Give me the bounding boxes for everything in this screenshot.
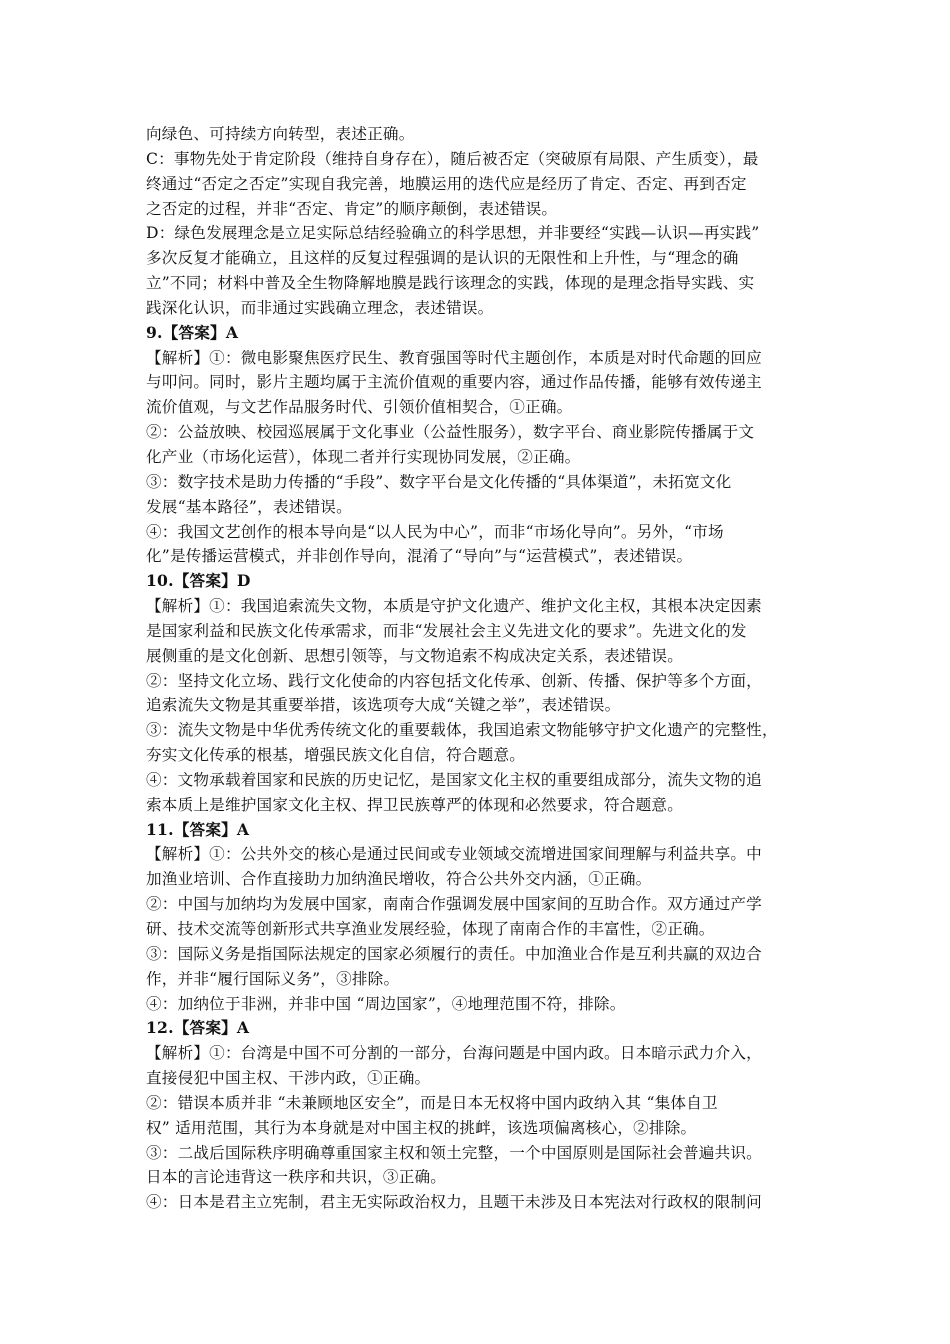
text-line: ④：文物承载着国家和民族的历史记忆，是国家文化主权的重要组成部分，流失文物的追 — [146, 770, 762, 789]
text-line: 【解析】①：台湾是中国不可分割的一部分，台海问题是中国内政。日本暗示武力介入， — [146, 1044, 762, 1063]
text-line: C：事物先处于肯定阶段（维持自身存在），随后被否定（突破原有局限、产生质变），最 — [146, 149, 759, 168]
text-line: 作，并非“履行国际义务”，③排除。 — [146, 969, 400, 988]
text-line: 索本质上是维护国家文化主权、捍卫民族尊严的体现和必然要求，符合题意。 — [146, 795, 683, 814]
text-line: ③：二战后国际秩序明确尊重国家主权和领土完整，一个中国原则是国际社会普遍共识。 — [146, 1143, 762, 1162]
text-line: 发展“基本路径”，表述错误。 — [146, 497, 352, 516]
text-line: ④：日本是君主立宪制，君主无实际政治权力，且题干未涉及日本宪法对行政权的限制问 — [146, 1193, 762, 1212]
text-line: 践深化认识，而非通过实践确立理念，表述错误。 — [146, 298, 494, 317]
text-line: 追索流失文物是其重要举措，该选项夸大成“关键之举”，表述错误。 — [146, 696, 621, 715]
document-page — [146, 122, 822, 1215]
text-line: ②：公益放映、校园巡展属于文化事业（公益性服务），数字平台、商业影院传播属于文 — [146, 423, 755, 442]
text-line: 多次反复才能确立，且这样的反复过程强调的是认识的无限性和上升性，与“理念的确 — [146, 249, 739, 268]
text-line: ②：错误本质并非 “未兼顾地区安全”，而是日本无权将中国内政纳入其 “集体自卫 — [146, 1093, 718, 1112]
text-line: 化”是传播运营模式，并非创作导向，混淆了“导向”与“运营模式”，表述错误。 — [146, 547, 693, 566]
text-line: 研、技术交流等创新形式共享渔业发展经验，体现了南南合作的丰富性，②正确。 — [146, 920, 715, 938]
text-line: ③：数字技术是助力传播的“手段”、数字平台是文化传播的“具体渠道”，未拓宽文化 — [146, 472, 732, 491]
text-line: 之否定的过程，并非“否定、肯定”的顺序颠倒，表述错误。 — [146, 199, 558, 218]
text-line: 立”不同；材料中普及全生物降解地膜是践行该理念的实践，体现的是理念指导实践、实 — [146, 274, 755, 293]
answer-heading: 9.【答案】A — [146, 322, 239, 342]
text-line: 与叩问。同时，影片主题均属于主流价值观的重要内容，通过作品传播，能够有效传递主 — [146, 373, 762, 392]
text-line: ③：国际义务是指国际法规定的国家必须履行的责任。中加渔业合作是互利共赢的双边合 — [146, 944, 762, 963]
text-line: 向绿色、可持续方向转型，表述正确。 — [146, 125, 415, 143]
text-line: ③：流失文物是中华优秀传统文化的重要载体，我国追索文物能够守护文化遗产的完整性， — [146, 721, 778, 740]
text-line: ④：我国文艺创作的根本导向是“以人民为中心”，而非“市场化导向”。另外，“市场 — [146, 522, 724, 541]
text-line: ②：中国与加纳均为发展中国家，南南合作强调发展中国家间的互助合作。双方通过产学 — [146, 895, 762, 914]
answer-heading: 10.【答案】D — [146, 571, 251, 591]
text-line: 是国家利益和民族文化传承需求，而非“发展社会主义先进文化的要求”。先进文化的发 — [146, 621, 747, 640]
text-line: 展侧重的是文化创新、思想引领等，与文物追索不构成决定关系，表述错误。 — [146, 646, 683, 665]
answer-heading: 12.【答案】A — [146, 1018, 250, 1038]
text-line: 流价值观，与文艺作品服务时代、引领价值相契合，①正确。 — [146, 398, 573, 417]
text-line: ②：坚持文化立场、践行文化使命的内容包括文化传承、创新、传播、保护等多个方面， — [146, 671, 762, 690]
text-line: 【解析】①：我国追索流失文物，本质是守护文化遗产、维护文化主权，其根本决定因素 — [146, 597, 762, 616]
answer-heading: 11.【答案】A — [146, 819, 250, 839]
text-line: 夯实文化传承的根基，增强民族文化自信，符合题意。 — [146, 746, 526, 765]
text-line: 终通过“否定之否定”实现自我完善，地膜运用的迭代应是经历了肯定、否定、再到否定 — [146, 174, 747, 193]
text-line: 化产业（市场化运营），体现二者并行实现协同发展，②正确。 — [146, 447, 581, 466]
text-line: 【解析】①：公共外交的核心是通过民间或专业领域交流增进国家间理解与利益共享。中 — [146, 845, 762, 864]
text-line: D：绿色发展理念是立足实际总结经验确立的科学思想，并非要经“实践—认识—再实践” — [146, 224, 760, 243]
text-line: 权” 适用范围，其行为本身就是对中国主权的挑衅，该选项偏离核心，②排除。 — [146, 1118, 697, 1137]
text-line: 直接侵犯中国主权、干涉内政，①正确。 — [146, 1069, 431, 1088]
text-line: 【解析】①：微电影聚焦医疗民生、教育强国等时代主题创作，本质是对时代命题的回应 — [146, 348, 762, 367]
text-line: ④：加纳位于非洲，并非中国 “周边国家”，④地理范围不符，排除。 — [146, 994, 626, 1013]
text-line: 日本的言论违背这一秩序和共识，③正确。 — [146, 1168, 447, 1187]
text-line: 加渔业培训、合作直接助力加纳渔民增收，符合公共外交内涵，①正确。 — [146, 870, 652, 889]
